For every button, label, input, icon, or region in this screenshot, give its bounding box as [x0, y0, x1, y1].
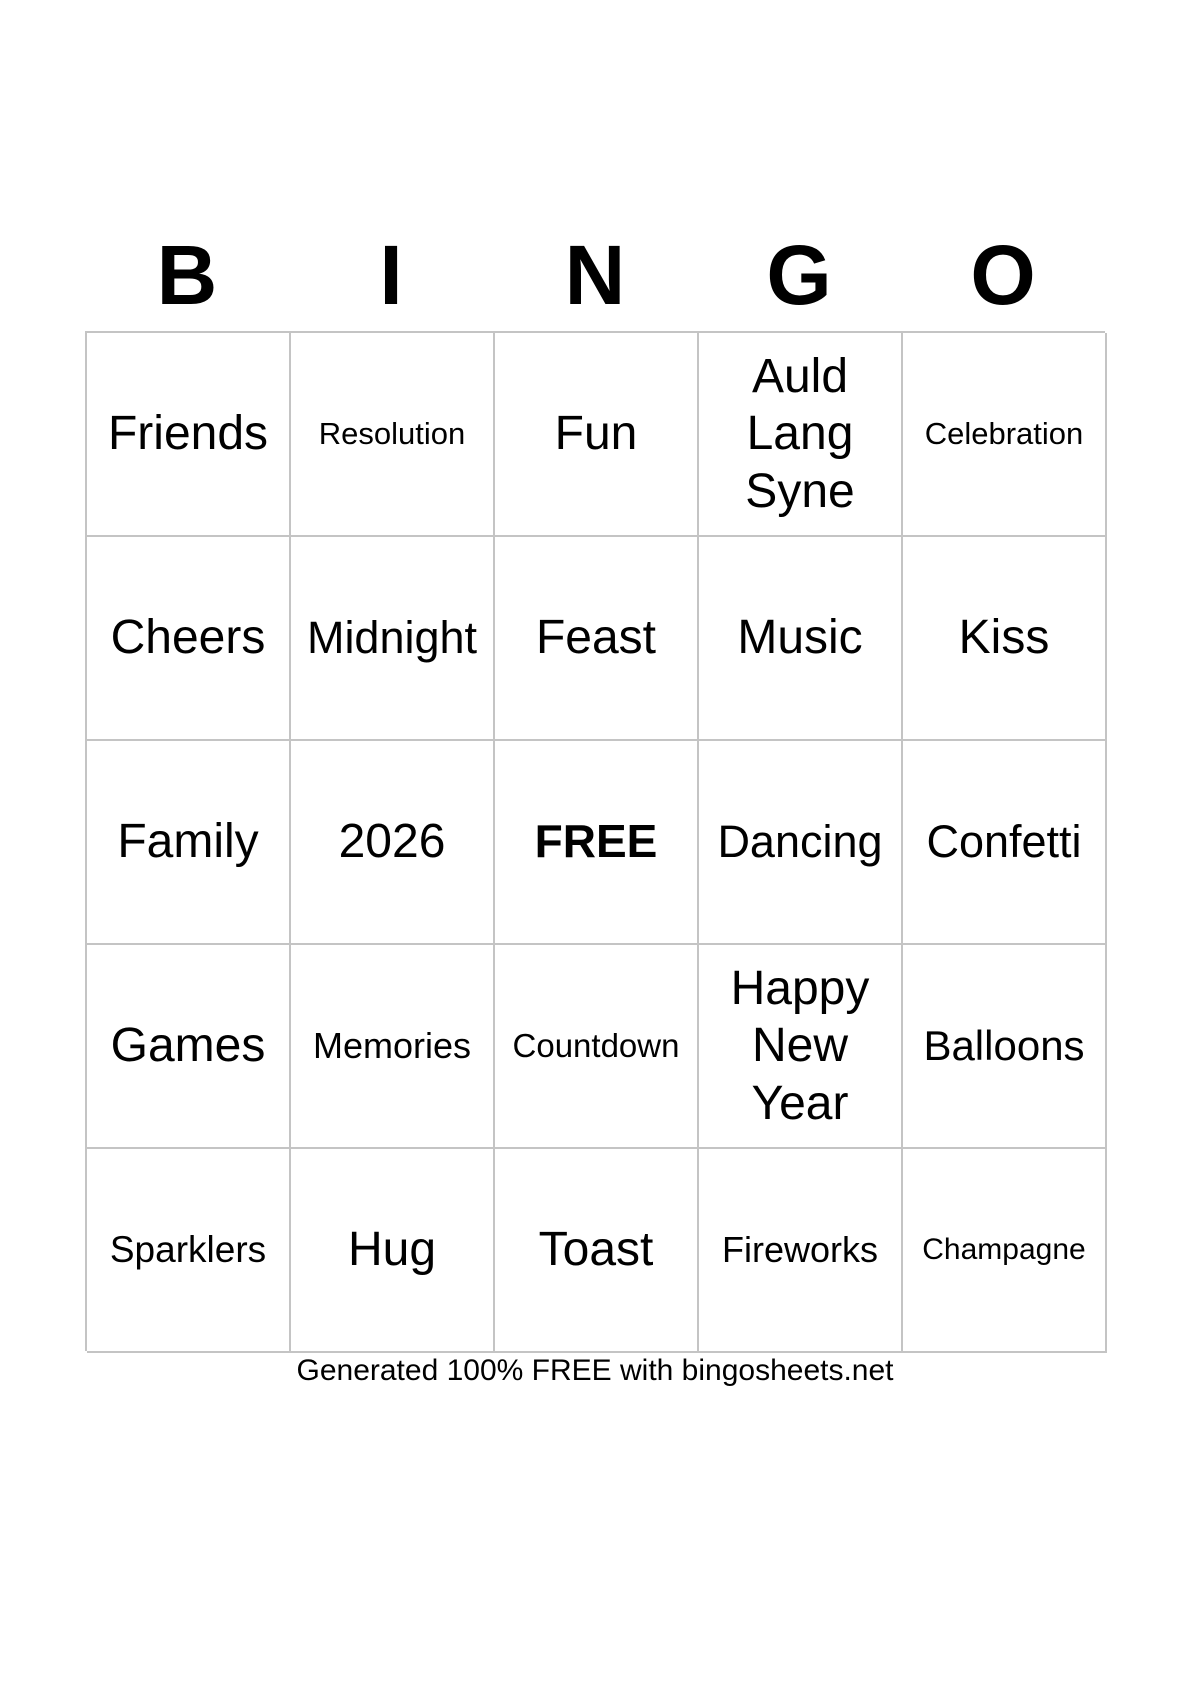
free-space: FREE: [495, 741, 699, 945]
bingo-cell: 2026: [291, 741, 495, 945]
bingo-cell: Music: [699, 537, 903, 741]
bingo-cell: Countdown: [495, 945, 699, 1149]
bingo-cell: Resolution: [291, 333, 495, 537]
bingo-cell: Fun: [495, 333, 699, 537]
bingo-cell: Balloons: [903, 945, 1107, 1149]
header-letter-n: N: [564, 228, 626, 322]
header-letter-g: G: [766, 228, 832, 322]
bingo-cell: Feast: [495, 537, 699, 741]
bingo-cell: Happy New Year: [699, 945, 903, 1149]
bingo-grid: [85, 331, 1105, 1351]
bingo-cell: Auld Lang Syne: [699, 333, 903, 537]
bingo-cell: Toast: [495, 1149, 699, 1353]
bingo-cell: Fireworks: [699, 1149, 903, 1353]
header-letter-o: O: [970, 228, 1036, 322]
bingo-cell: Kiss: [903, 537, 1107, 741]
header-letter-i: I: [379, 228, 403, 322]
bingo-cell: Games: [87, 945, 291, 1149]
bingo-cell: Celebration: [903, 333, 1107, 537]
bingo-cell: Friends: [87, 333, 291, 537]
bingo-cell: Champagne: [903, 1149, 1107, 1353]
bingo-cell: Memories: [291, 945, 495, 1149]
bingo-cell: Family: [87, 741, 291, 945]
header-letter-b: B: [156, 228, 218, 322]
bingo-cell: Cheers: [87, 537, 291, 741]
footer-credit: Generated 100% FREE with bingosheets.net: [296, 1354, 894, 1387]
bingo-cell: Sparklers: [87, 1149, 291, 1353]
bingo-cell: Hug: [291, 1149, 495, 1353]
bingo-cell: Confetti: [903, 741, 1107, 945]
bingo-cell: Midnight: [291, 537, 495, 741]
bingo-cell: Dancing: [699, 741, 903, 945]
bingo-header: [85, 225, 1105, 325]
